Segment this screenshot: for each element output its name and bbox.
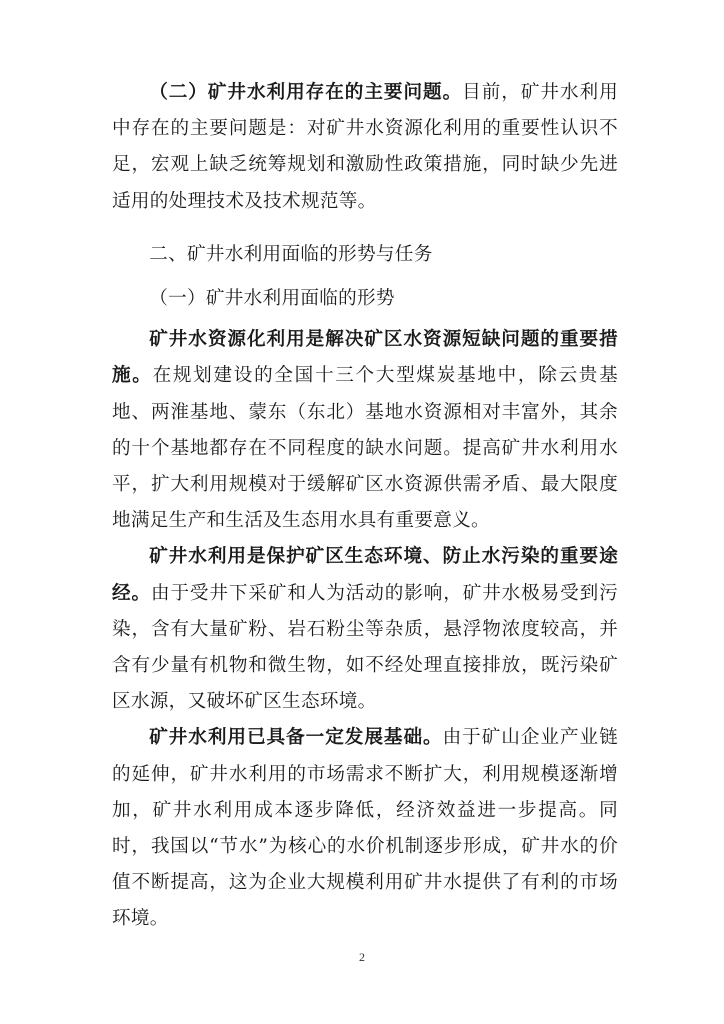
document-body xyxy=(112,75,618,938)
paragraph-text: 由于受井下采矿和人为活动的影响，矿井水极易受到污染，含有大量矿粉、岩石粉尘等杂质，悬浮物浓度较高，并含有少量有机物和微生物，如不经处理直接排放，既污染矿区水源，又破坏矿区生态环境。 xyxy=(112,582,618,713)
paragraph-main-problems xyxy=(112,75,618,220)
paragraph-water-shortage xyxy=(112,322,618,539)
paragraph-text: 在规划建设的全国十三个大型煤炭基地中，除云贵基地、两淮基地、蒙东（东北）基地水资源相对丰富外，其余的十个基地都存在不同程度的缺水问题。提高矿井水利用水平，扩大利用规模对于缓解矿区水资源供需矛盾、最大限度地满足生产和生活及生态用水具有重要意义。 xyxy=(112,365,618,532)
paragraph-ecology-protection xyxy=(112,539,618,720)
section-heading: 二、矿井水利用面临的形势与任务 xyxy=(149,243,433,265)
paragraph-lead: （二）矿井水利用存在的主要问题。 xyxy=(149,82,463,103)
subsection-heading: （一）矿井水利用面临的形势 xyxy=(149,288,395,310)
paragraph-text: 目前，矿井水利用中存在的主要问题是：对矿井水资源化利用的重要性认识不足，宏观上缺乏统筹规划和激励性政策措施，同时缺少先进适用的处理技术及技术规范等。 xyxy=(112,82,618,212)
paragraph-text: 由于矿山企业产业链的延伸，矿井水利用的市场需求不断扩大，利用规模逐渐增加，矿井水利用成本逐步降低，经济效益进一步提高。同时，我国以“节水”为核心的水价机制逐步形成，矿井水的价值不断提高，这为企业大规模利用矿井水提供了有利的市场环境。 xyxy=(112,727,618,930)
paragraph-lead: 矿井水资源化利用是解决矿区水资源短缺问题的重要措施。 xyxy=(112,329,618,387)
paragraph-lead: 矿井水利用是保护矿区生态环境、防止水污染的重要途经。 xyxy=(112,546,618,604)
page-number: 2 xyxy=(359,950,365,964)
paragraph-lead: 矿井水利用已具备一定发展基础。 xyxy=(149,727,443,749)
paragraph-development-basis xyxy=(112,720,618,937)
